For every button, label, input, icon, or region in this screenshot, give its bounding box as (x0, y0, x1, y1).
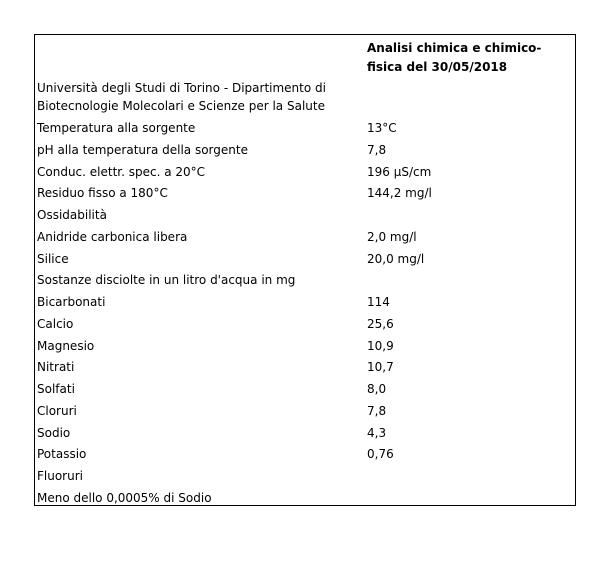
row-label: Nitrati (37, 360, 75, 375)
row-value: 7,8 (367, 403, 387, 418)
lab-source (37, 79, 367, 115)
table-row (35, 162, 575, 184)
row-label: Calcio (37, 316, 74, 331)
row-value: 196 µS/cm (367, 164, 432, 179)
row-value: 13°C (367, 121, 397, 135)
table-row (35, 444, 575, 466)
lab-source-line-1: Università degli Studi di Torino - Dipartimento di (37, 81, 326, 95)
row-value: 8,0 (367, 382, 387, 396)
row-value: 114 (367, 295, 390, 309)
table-row (35, 314, 575, 336)
row-label: Silice (37, 251, 69, 266)
analysis-table (34, 34, 576, 506)
row-label: Temperatura alla sorgente (37, 121, 196, 135)
row-label: Solfati (37, 382, 75, 396)
table-row (35, 270, 575, 292)
row-value: 25,6 (367, 316, 394, 331)
row-value: 144,2 mg/l (367, 186, 432, 201)
row-label: Anidride carbonica libera (37, 229, 188, 244)
table-row (35, 336, 575, 358)
row-label: Fluoruri (37, 469, 83, 483)
row-value: 20,0 mg/l (367, 251, 425, 266)
table-row (35, 183, 575, 205)
row-label: Sodio (37, 425, 71, 440)
table-row (35, 140, 575, 162)
table-row (35, 401, 575, 423)
row-label: Ossidabilità (37, 208, 107, 222)
row-label: Meno dello 0,0005% di Sodio (37, 490, 212, 505)
row-label: Conduc. elettr. spec. a 20°C (37, 164, 206, 179)
row-label: Sostanze disciolte in un litro d'acqua in mg (37, 273, 296, 288)
analysis-rows (35, 118, 575, 510)
table-row (35, 249, 575, 271)
table-row (35, 292, 575, 314)
table-row (35, 423, 575, 445)
row-value: 0,76 (367, 447, 394, 462)
row-value: 10,7 (367, 360, 394, 375)
row-value: 4,3 (367, 425, 387, 440)
table-row (35, 227, 575, 249)
row-label: Cloruri (37, 403, 77, 418)
row-label: Residuo fisso a 180°C (37, 186, 168, 201)
row-value: 2,0 mg/l (367, 229, 417, 244)
table-row (35, 118, 575, 140)
analysis-header-line-1: Analisi chimica e chimico- (367, 41, 542, 55)
row-value: 10,9 (367, 338, 394, 353)
table-row (35, 466, 575, 488)
table-row (35, 488, 575, 510)
lab-source-line-2: Biotecnologie Molecolari e Scienze per la Salute (37, 99, 325, 113)
table-row (35, 205, 575, 227)
row-label: Bicarbonati (37, 295, 106, 309)
table-row (35, 379, 575, 401)
row-label: Potassio (37, 447, 87, 462)
table-row (35, 357, 575, 379)
analysis-header-line-2: fisica del 30/05/2018 (367, 60, 508, 74)
row-label: Magnesio (37, 338, 95, 353)
analysis-header (367, 39, 567, 77)
row-label: pH alla temperatura della sorgente (37, 142, 248, 157)
row-value: 7,8 (367, 142, 387, 157)
